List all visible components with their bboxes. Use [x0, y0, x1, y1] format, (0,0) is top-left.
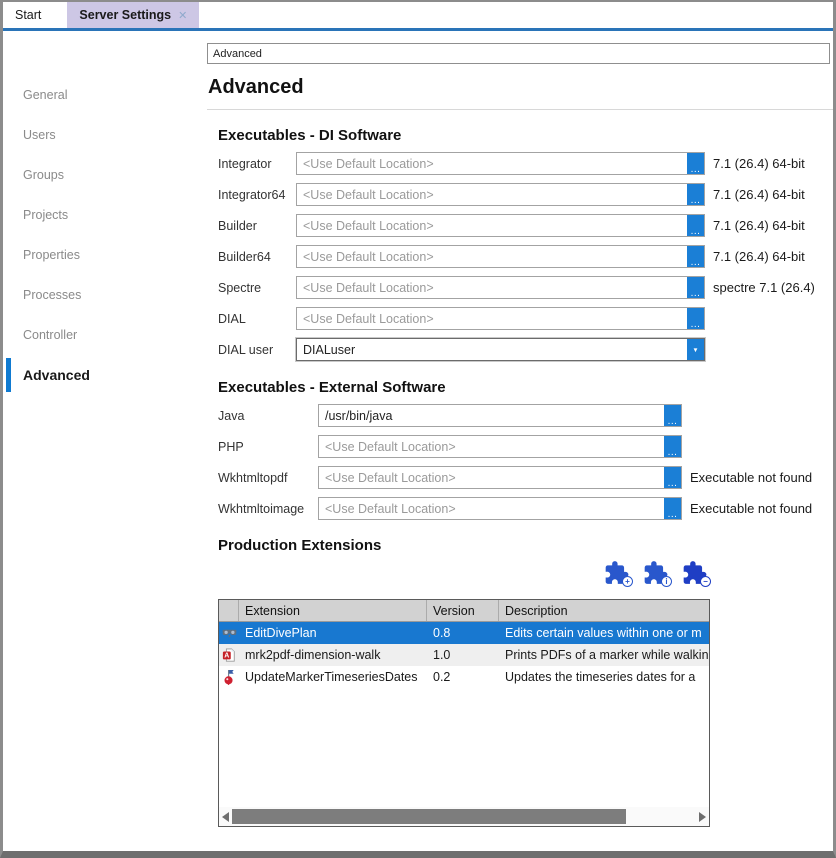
- field-row-dial-user: [218, 338, 833, 361]
- info-badge-icon: i: [661, 576, 672, 587]
- table-row-updatemarkertimeseriesdates[interactable]: [219, 666, 709, 688]
- dial-user-input[interactable]: [297, 339, 687, 360]
- dial-label: DIAL: [218, 311, 246, 326]
- production-extensions-section-title: Production Extensions: [218, 537, 382, 554]
- builder-path-input[interactable]: [297, 215, 687, 236]
- integrator64-browse-button[interactable]: ...: [687, 184, 704, 205]
- settings-sidebar: [3, 31, 207, 851]
- table-row-mrk2pdf[interactable]: [219, 644, 709, 666]
- plus-badge-icon: +: [622, 576, 633, 587]
- integrator-label: Integrator: [218, 156, 272, 171]
- sidebar-item-controller[interactable]: [3, 315, 207, 355]
- extensions-table-header: [219, 600, 709, 622]
- scrollbar-thumb[interactable]: [232, 809, 626, 824]
- dial-browse-button[interactable]: ...: [687, 308, 704, 329]
- integrator-version-status: 7.1 (26.4) 64-bit: [713, 156, 805, 171]
- settings-filter-input[interactable]: [207, 43, 830, 64]
- builder-version-status: 7.1 (26.4) 64-bit: [713, 218, 805, 233]
- external-software-section-title: Executables - External Software: [218, 379, 446, 396]
- scrollbar-track[interactable]: [232, 809, 696, 824]
- dial-user-combobox: [296, 338, 705, 361]
- chevron-down-icon: ▼: [692, 346, 699, 353]
- php-browse-button[interactable]: ...: [664, 436, 681, 457]
- builder64-browse-button[interactable]: ...: [687, 246, 704, 267]
- wkhtmltoimage-browse-button[interactable]: ...: [664, 498, 681, 519]
- field-row-builder: [218, 214, 833, 237]
- table-row-editdiveplan[interactable]: [219, 622, 709, 644]
- field-row-builder64: [218, 245, 833, 268]
- integrator64-path-input[interactable]: [297, 184, 687, 205]
- sidebar-item-properties[interactable]: [3, 235, 207, 275]
- scroll-left-arrow-icon[interactable]: [222, 812, 229, 822]
- extension-name-cell: UpdateMarkerTimeseriesDates: [245, 670, 418, 684]
- spectre-path-input[interactable]: [297, 277, 687, 298]
- java-input-wrap: [318, 404, 682, 427]
- pdf-file-icon: [219, 648, 239, 662]
- integrator64-label: Integrator64: [218, 187, 286, 202]
- wkhtmltoimage-input-wrap: [318, 497, 682, 520]
- sidebar-item-label: Users: [23, 128, 56, 142]
- svg-text:A: A: [224, 652, 230, 660]
- extension-description-cell: Updates the timeseries dates for a: [505, 670, 696, 684]
- table-empty-area: [219, 688, 709, 807]
- integrator-path-input[interactable]: [297, 153, 687, 174]
- extension-version-cell: 0.8: [433, 626, 451, 640]
- builder-browse-button[interactable]: ...: [687, 215, 704, 236]
- extension-column-header[interactable]: Extension: [239, 600, 427, 621]
- map-marker-icon: [219, 670, 239, 685]
- integrator64-version-status: 7.1 (26.4) 64-bit: [713, 187, 805, 202]
- field-row-integrator64: [218, 183, 833, 206]
- java-path-input[interactable]: [319, 405, 664, 426]
- extension-version-cell: 1.0: [433, 648, 451, 662]
- close-icon[interactable]: ✕: [178, 9, 188, 22]
- field-row-spectre: [218, 276, 833, 299]
- extension-name-cell: EditDivePlan: [245, 626, 317, 640]
- extension-info-button[interactable]: [641, 560, 671, 587]
- wkhtmltopdf-input-wrap: [318, 466, 682, 489]
- tab-server-settings-label: Server Settings: [79, 8, 172, 22]
- extensions-table: [218, 599, 710, 827]
- tab-server-settings[interactable]: [67, 2, 199, 28]
- wkhtmltoimage-label: Wkhtmltoimage: [218, 501, 305, 516]
- content-inner: [207, 110, 833, 827]
- extensions-toolbar: [218, 560, 710, 590]
- sidebar-item-label: Groups: [23, 168, 64, 182]
- extension-description-cell: Prints PDFs of a marker while walkin: [505, 648, 709, 662]
- add-extension-button[interactable]: [602, 560, 632, 587]
- sidebar-item-groups[interactable]: [3, 155, 207, 195]
- field-row-wkhtmltoimage: [218, 497, 833, 520]
- extension-version-cell: 0.2: [433, 670, 451, 684]
- wkhtmltoimage-status: Executable not found: [690, 501, 813, 516]
- sidebar-item-label: General: [23, 88, 68, 102]
- sidebar-item-label: Controller: [23, 328, 78, 342]
- spectre-browse-button[interactable]: ...: [687, 277, 704, 298]
- sidebar-item-processes[interactable]: [3, 275, 207, 315]
- dial-input-wrap: [296, 307, 705, 330]
- icon-column-header[interactable]: [219, 600, 239, 621]
- spectre-input-wrap: [296, 276, 705, 299]
- builder64-label: Builder64: [218, 249, 271, 264]
- java-browse-button[interactable]: ...: [664, 405, 681, 426]
- builder64-version-status: 7.1 (26.4) 64-bit: [713, 249, 805, 264]
- main-content: [207, 31, 833, 851]
- integrator64-input-wrap: [296, 183, 705, 206]
- field-row-integrator: [218, 152, 833, 175]
- integrator-browse-button[interactable]: ...: [687, 153, 704, 174]
- wkhtmltopdf-label: Wkhtmltopdf: [218, 470, 288, 485]
- sidebar-item-users[interactable]: [3, 115, 207, 155]
- builder64-path-input[interactable]: [297, 246, 687, 267]
- window-body: [3, 31, 833, 851]
- sidebar-item-label: Properties: [23, 248, 80, 262]
- wkhtmltoimage-path-input[interactable]: [319, 498, 664, 519]
- builder-label: Builder: [218, 218, 257, 233]
- php-path-input[interactable]: [319, 436, 664, 457]
- tab-start-label: Start: [15, 8, 42, 22]
- wkhtmltopdf-browse-button[interactable]: ...: [664, 467, 681, 488]
- dial-user-label: DIAL user: [218, 342, 274, 357]
- sidebar-item-label: Processes: [23, 288, 82, 302]
- description-column-header[interactable]: Description: [505, 603, 568, 618]
- php-input-wrap: [318, 435, 682, 458]
- page-title: Advanced: [208, 76, 304, 98]
- dial-path-input[interactable]: [297, 308, 687, 329]
- tab-bar: [3, 2, 833, 28]
- wkhtmltopdf-path-input[interactable]: [319, 467, 664, 488]
- sidebar-item-advanced[interactable]: [3, 355, 207, 395]
- builder-input-wrap: [296, 214, 705, 237]
- spectre-version-status: spectre 7.1 (26.4): [713, 280, 815, 295]
- table-horizontal-scrollbar[interactable]: [219, 807, 709, 826]
- di-software-section-title: Executables - DI Software: [218, 127, 402, 144]
- tab-start[interactable]: [3, 2, 53, 28]
- spectre-label: Spectre: [218, 280, 262, 295]
- builder64-input-wrap: [296, 245, 705, 268]
- integrator-input-wrap: [296, 152, 705, 175]
- extension-name-cell: mrk2pdf-dimension-walk: [245, 648, 381, 662]
- field-row-wkhtmltopdf: [218, 466, 833, 489]
- minus-badge-icon: −: [700, 576, 711, 587]
- sidebar-item-label: Advanced: [23, 367, 90, 383]
- extension-description-cell: Edits certain values within one or m: [505, 626, 702, 640]
- scroll-right-arrow-icon[interactable]: [699, 812, 706, 822]
- java-label: Java: [218, 408, 245, 423]
- wkhtmltopdf-status: Executable not found: [690, 470, 813, 485]
- remove-extension-button[interactable]: [680, 560, 710, 587]
- version-column-header[interactable]: Version: [427, 600, 499, 621]
- field-row-php: [218, 435, 833, 458]
- sidebar-item-projects[interactable]: [3, 195, 207, 235]
- dive-mask-icon: [219, 628, 239, 639]
- field-row-java: [218, 404, 833, 427]
- php-label: PHP: [218, 439, 244, 454]
- sidebar-item-general[interactable]: [3, 75, 207, 115]
- field-row-dial: [218, 307, 833, 330]
- dial-user-dropdown-button[interactable]: [687, 339, 704, 360]
- sidebar-item-label: Projects: [23, 208, 69, 222]
